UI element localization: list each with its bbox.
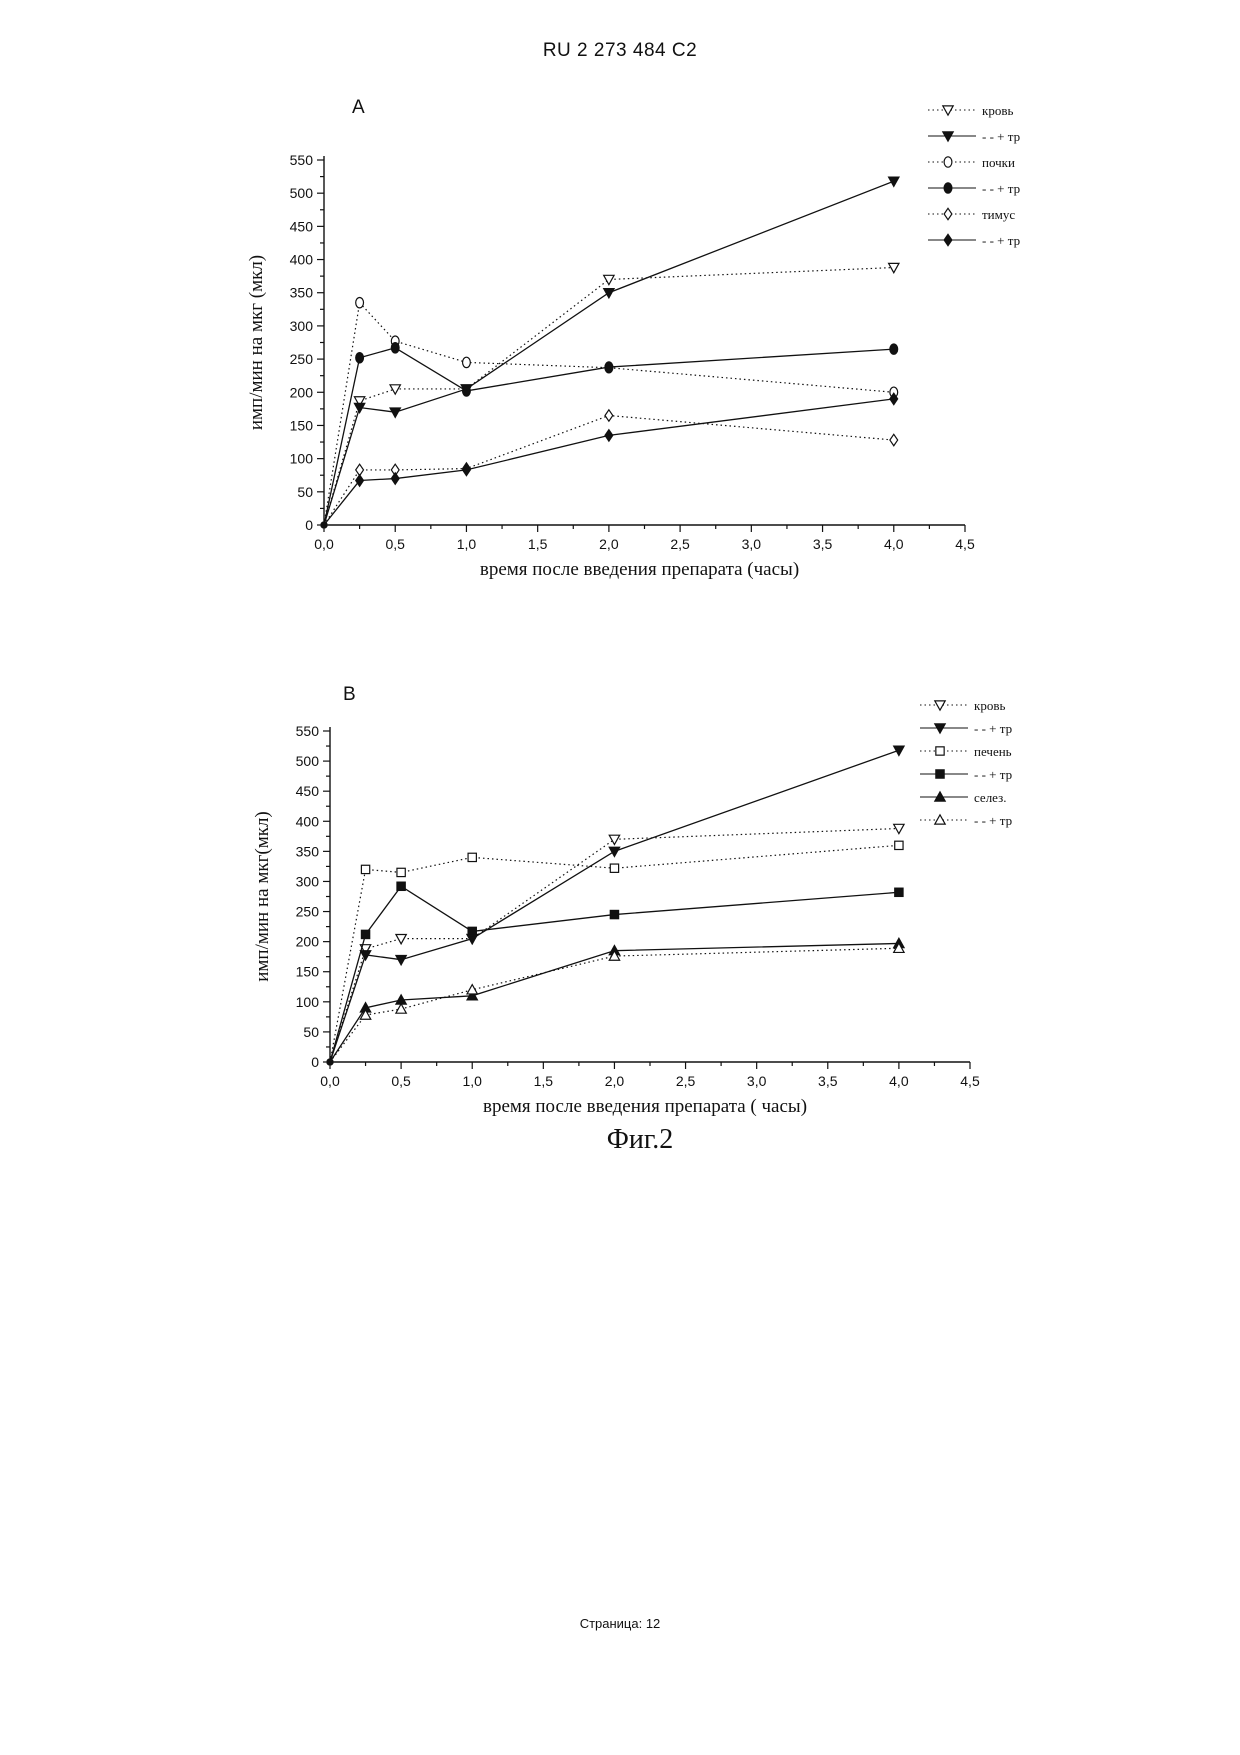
chart-b-y-tick-label: 150 bbox=[295, 963, 319, 980]
chart-b-data-point bbox=[894, 746, 904, 755]
chart-a-legend-label: почки bbox=[982, 155, 1015, 170]
chart-b-data-point bbox=[609, 847, 619, 856]
chart-a-x-tick-label: 3,5 bbox=[812, 536, 833, 552]
chart-b-legend-label: кровь bbox=[974, 698, 1006, 713]
chart-b-legend-label: - - + тр bbox=[974, 767, 1013, 782]
chart-b-y-tick-label: 350 bbox=[295, 843, 319, 860]
chart-b-data-point bbox=[361, 865, 369, 873]
chart-b-x-tick-label: 2,5 bbox=[675, 1073, 696, 1089]
chart-a-y-tick-label: 300 bbox=[289, 317, 313, 334]
chart-b-legend-marker bbox=[936, 770, 944, 778]
chart-b-data-point bbox=[397, 882, 405, 890]
chart-b-x-tick-label: 2,0 bbox=[604, 1073, 625, 1089]
document-header: RU 2 273 484 C2 bbox=[542, 40, 698, 61]
chart-b-data-point bbox=[468, 927, 476, 935]
chart-b-y-tick-label: 500 bbox=[295, 753, 319, 770]
chart-b-series-6 bbox=[327, 943, 905, 1065]
chart-b-legend-label: селез. bbox=[974, 790, 1007, 805]
chart-b-series-2 bbox=[327, 746, 905, 1065]
chart-b-data-point bbox=[894, 824, 904, 833]
chart-a-legend-label: - - + тр bbox=[982, 233, 1021, 248]
chart-b-data-point bbox=[610, 910, 618, 918]
chart-a-y-tick-label: 500 bbox=[289, 185, 313, 202]
chart-a-y-tick-label: 150 bbox=[289, 417, 313, 434]
figure-caption: Фиг.2 bbox=[606, 1124, 674, 1155]
chart-b-legend-marker bbox=[936, 747, 944, 755]
chart-a-x-tick-label: 4,0 bbox=[884, 536, 904, 552]
chart-b-y-tick-label: 450 bbox=[295, 783, 319, 800]
chart-b-y-tick-label: 0 bbox=[311, 1054, 319, 1070]
chart-b-data-point bbox=[895, 841, 903, 849]
chart-a-legend-label: - - + тр bbox=[982, 129, 1021, 144]
chart-b-legend-label: печень bbox=[974, 744, 1012, 759]
chart-b-y-tick-label: 400 bbox=[295, 813, 319, 830]
chart-b-series-line bbox=[330, 943, 899, 1062]
chart-b-x-tick-label: 3,5 bbox=[818, 1073, 838, 1089]
chart-a-y-tick-label: 100 bbox=[289, 450, 313, 467]
chart-b-data-point bbox=[609, 835, 619, 844]
chart-b-legend-label: - - + тр bbox=[974, 721, 1013, 736]
chart-b-y-tick-label: 550 bbox=[295, 723, 319, 739]
chart-a-x-tick-label: 1,5 bbox=[527, 536, 548, 552]
chart-a-y-axis-title: имп/мин на мкг (мкл) bbox=[246, 254, 267, 431]
chart-b-data-point bbox=[468, 853, 476, 861]
chart-b-data-point bbox=[396, 1004, 406, 1013]
chart-b-series-line bbox=[330, 750, 899, 1062]
chart-a-x-tick-label: 3,0 bbox=[741, 536, 762, 552]
chart-b-x-tick-label: 1,0 bbox=[462, 1073, 482, 1089]
chart-a-legend-label: - - + тр bbox=[982, 181, 1021, 196]
chart-b-x-axis-title: время после введения препарата ( часы) bbox=[482, 1096, 808, 1117]
chart-a-x-tick-label: 4,5 bbox=[955, 536, 975, 552]
chart-b-series-line bbox=[330, 948, 899, 1062]
chart-a-x-tick-label: 0,0 bbox=[314, 536, 334, 552]
chart-b-data-point bbox=[397, 868, 405, 876]
chart-a-y-tick-label: 550 bbox=[289, 152, 313, 168]
chart-a-x-tick-label: 2,0 bbox=[599, 536, 619, 552]
chart-b-panel-label: B bbox=[343, 684, 356, 705]
chart-b-x-tick-label: 0,0 bbox=[320, 1073, 340, 1089]
chart-b-y-tick-label: 200 bbox=[295, 933, 319, 950]
chart-a-x-axis-title: время после введения препарата (часы) bbox=[479, 559, 800, 580]
chart-b-data-point bbox=[610, 864, 618, 872]
chart-b-x-tick-label: 1,5 bbox=[533, 1073, 554, 1089]
chart-a-y-tick-label: 0 bbox=[305, 517, 313, 533]
chart-b-origin-point bbox=[327, 1059, 334, 1066]
chart-a-y-tick-label: 400 bbox=[289, 251, 313, 268]
chart-b-y-tick-label: 300 bbox=[295, 873, 319, 890]
chart-b-data-point bbox=[895, 888, 903, 896]
chart-b-data-point bbox=[361, 930, 369, 938]
chart-b-y-tick-label: 100 bbox=[295, 993, 319, 1010]
chart-a-y-tick-label: 450 bbox=[289, 218, 313, 235]
chart-b-data-point bbox=[396, 934, 406, 943]
chart-a-legend-label: кровь bbox=[982, 103, 1014, 118]
chart-a-panel-label: A bbox=[352, 97, 365, 118]
chart-a-y-tick-label: 50 bbox=[297, 483, 313, 500]
chart-a-x-tick-label: 2,5 bbox=[670, 536, 690, 552]
page-footer: Страница: 12 bbox=[579, 1616, 661, 1631]
chart-b-series-4 bbox=[327, 882, 904, 1065]
chart-b-x-tick-label: 4,5 bbox=[960, 1073, 980, 1089]
chart-b-y-tick-label: 250 bbox=[295, 903, 319, 920]
chart-b-x-tick-label: 3,0 bbox=[746, 1073, 767, 1089]
chart-a-x-tick-label: 1,0 bbox=[456, 536, 477, 552]
chart-b-x-tick-label: 0,5 bbox=[391, 1073, 411, 1089]
chart-a-y-tick-label: 350 bbox=[289, 284, 313, 301]
chart-a-legend-label: тимус bbox=[982, 207, 1016, 222]
chart-a-y-tick-label: 250 bbox=[289, 351, 313, 368]
chart-b-y-tick-label: 50 bbox=[303, 1023, 319, 1040]
chart-b-x-tick-label: 4,0 bbox=[889, 1073, 909, 1089]
chart-b-legend-label: - - + тр bbox=[974, 813, 1013, 828]
chart-b-data-point bbox=[396, 956, 406, 965]
chart-b-y-axis-title: имп/мин на мкг(мкл) bbox=[252, 811, 273, 982]
chart-a-y-tick-label: 200 bbox=[289, 384, 313, 401]
chart-a-x-tick-label: 0,5 bbox=[385, 536, 405, 552]
